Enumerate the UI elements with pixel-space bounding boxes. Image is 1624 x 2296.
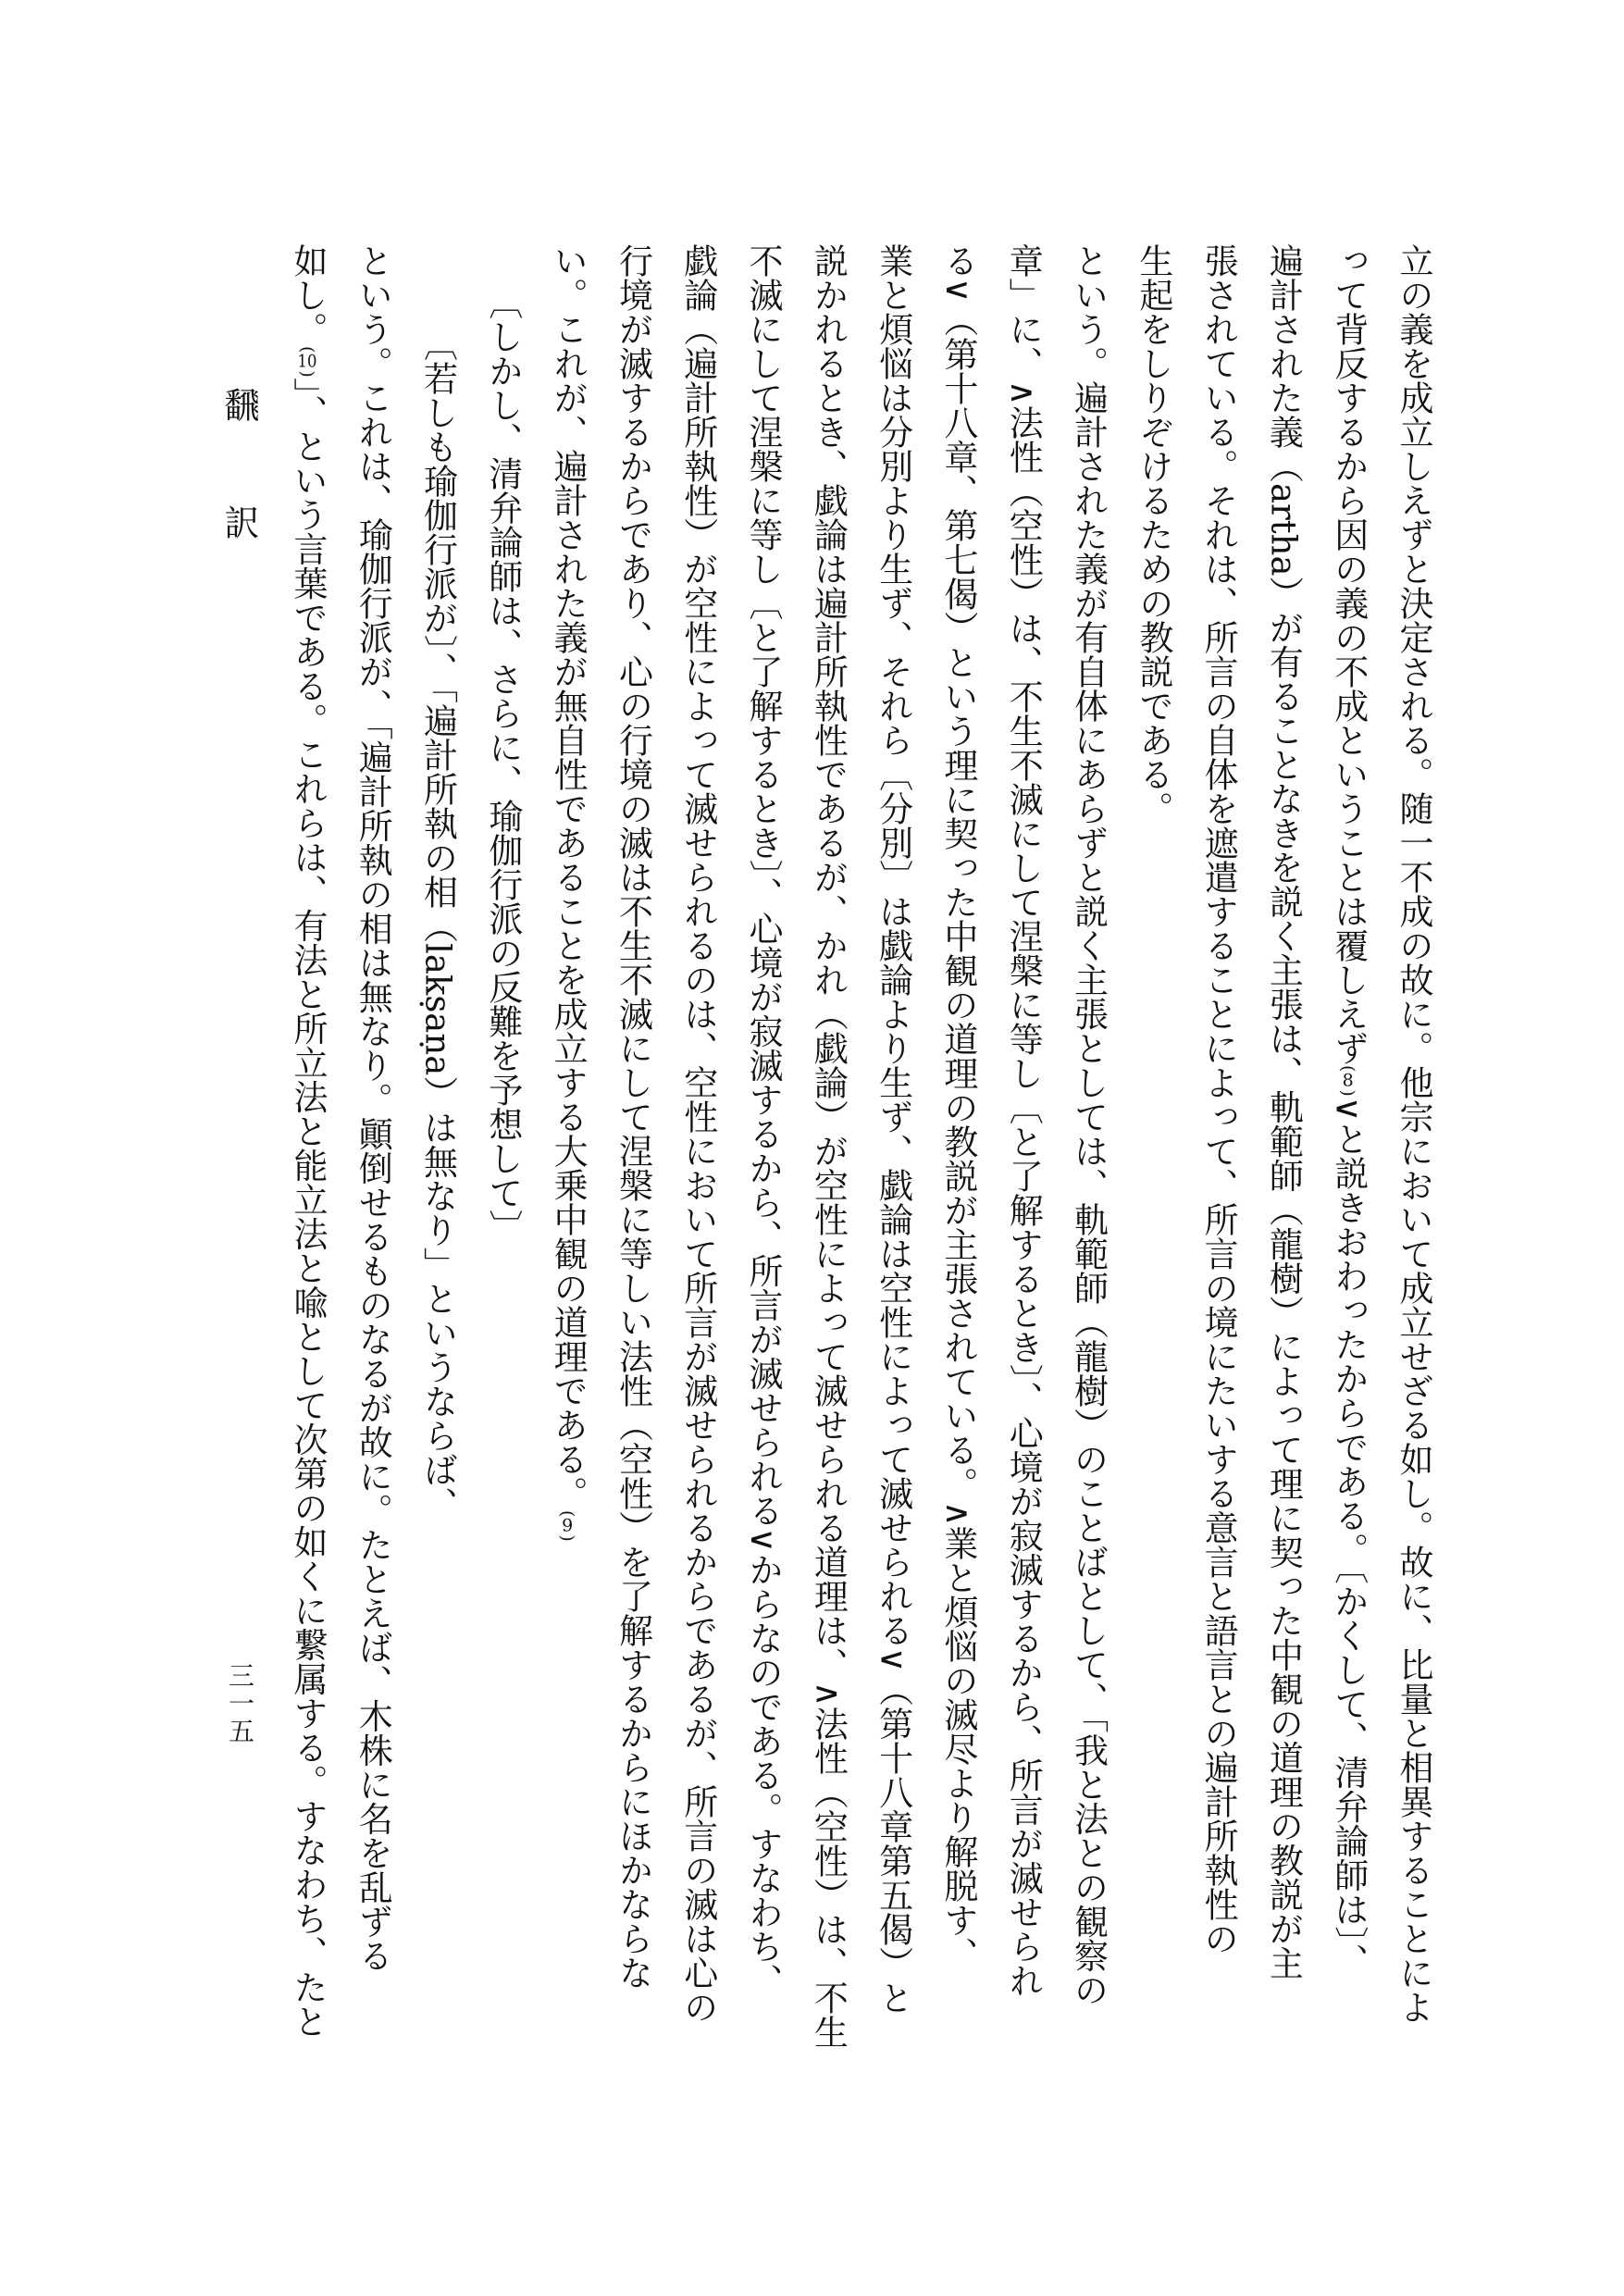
footnote-ref: (8)	[1337, 1065, 1358, 1097]
running-header: 飜訳	[218, 387, 259, 622]
text-column: い。これが、遍計された義が無自性であることを成立する大乗中観の道理である。(9)	[548, 243, 589, 1542]
text-column: 遍計された義（artha）が有ることなきを説く主張は、軌範師（龍樹）によって理に契った中観の道理の教説が主	[1263, 243, 1304, 1980]
footnote-ref: (9)	[557, 1510, 578, 1542]
text-column: 生起をしりぞけるための教説である。	[1133, 243, 1173, 825]
text-column: 立の義を成立しえずと決定される。随一不成の故に。他宗において成立せざる如し。故に、比量と相異することによ	[1394, 243, 1433, 2024]
text-column: 不滅にして涅槃に等し〔と了解するとき〕、心境が寂滅するから、所言が滅せられる∨からなのである。すなわち、	[743, 243, 784, 1998]
text-column: って背反するから因の義の不成ということは覆しえず(8)∨と説きおわったからである。〔かくして、清弁論師は〕、	[1328, 243, 1369, 1978]
text-column: という。遍計された義が有自体にあらずと説く主張としては、軌範師（龍樹）のことばとして、「我と法との観察の	[1068, 243, 1109, 2007]
text-column: 業と煩悩は分別より生ず、それら〔分別〕は戯論より生ず、戯論は空性によって滅せられる∨（第十八章第五偈）と	[873, 243, 913, 2016]
text-column: る∨（第十八章、第七偈）という理に契った中観の道理の教説が主張されている。∧業と煩悩の滅尽より解脱す、	[937, 243, 978, 1972]
text-column: 説かれるとき、戯論は遍計所執性であるが、かれ（戯論）が空性によって滅せられる道理は、∧法性（空性）は、不生	[808, 243, 849, 2050]
text-column: 〔若しも瑜伽行派が〕、「遍計所執の相（lakṣaṇa）は無なり」というならば、	[417, 327, 458, 1521]
text-column: 如し。(10)」、という言葉である。これらは、有法と所立法と能立法と喩として次第の如くに繋属する。すなわち、たと	[287, 243, 328, 2039]
text-column: 〔しかし、清弁論師は、さらに、瑜伽行派の反難を予想して〕	[482, 285, 523, 1244]
text-column: 章」に、∧法性（空性）は、不生不滅にして涅槃に等し〔と了解するとき〕、心境が寂滅するから、所言が滅せられ	[1003, 243, 1044, 1998]
text-column: という。これは、瑜伽行派が、「遍計所執の相は無なり。顚倒せるものなるが故に。たとえば、木株に名を乱ずる	[353, 243, 393, 1973]
page-number: 三一五	[225, 1662, 255, 1745]
page-body	[275, 243, 1445, 2094]
text-column: 行境が滅するからであり、心の行境の滅は不生不滅にして涅槃に等しい法性（空性）を了解するからにほかならな	[613, 243, 653, 1990]
text-column: 張されている。それは、所言の自体を遮遣することによって、所言の境にたいする意言と語言との遍計所執性の	[1198, 243, 1239, 1955]
footnote-ref: (10)	[296, 346, 317, 378]
text-column: 戯論（遍計所執性）が空性によって滅せられるのは、空性において所言が滅せられるからであるが、所言の滅は心の	[677, 243, 718, 2024]
